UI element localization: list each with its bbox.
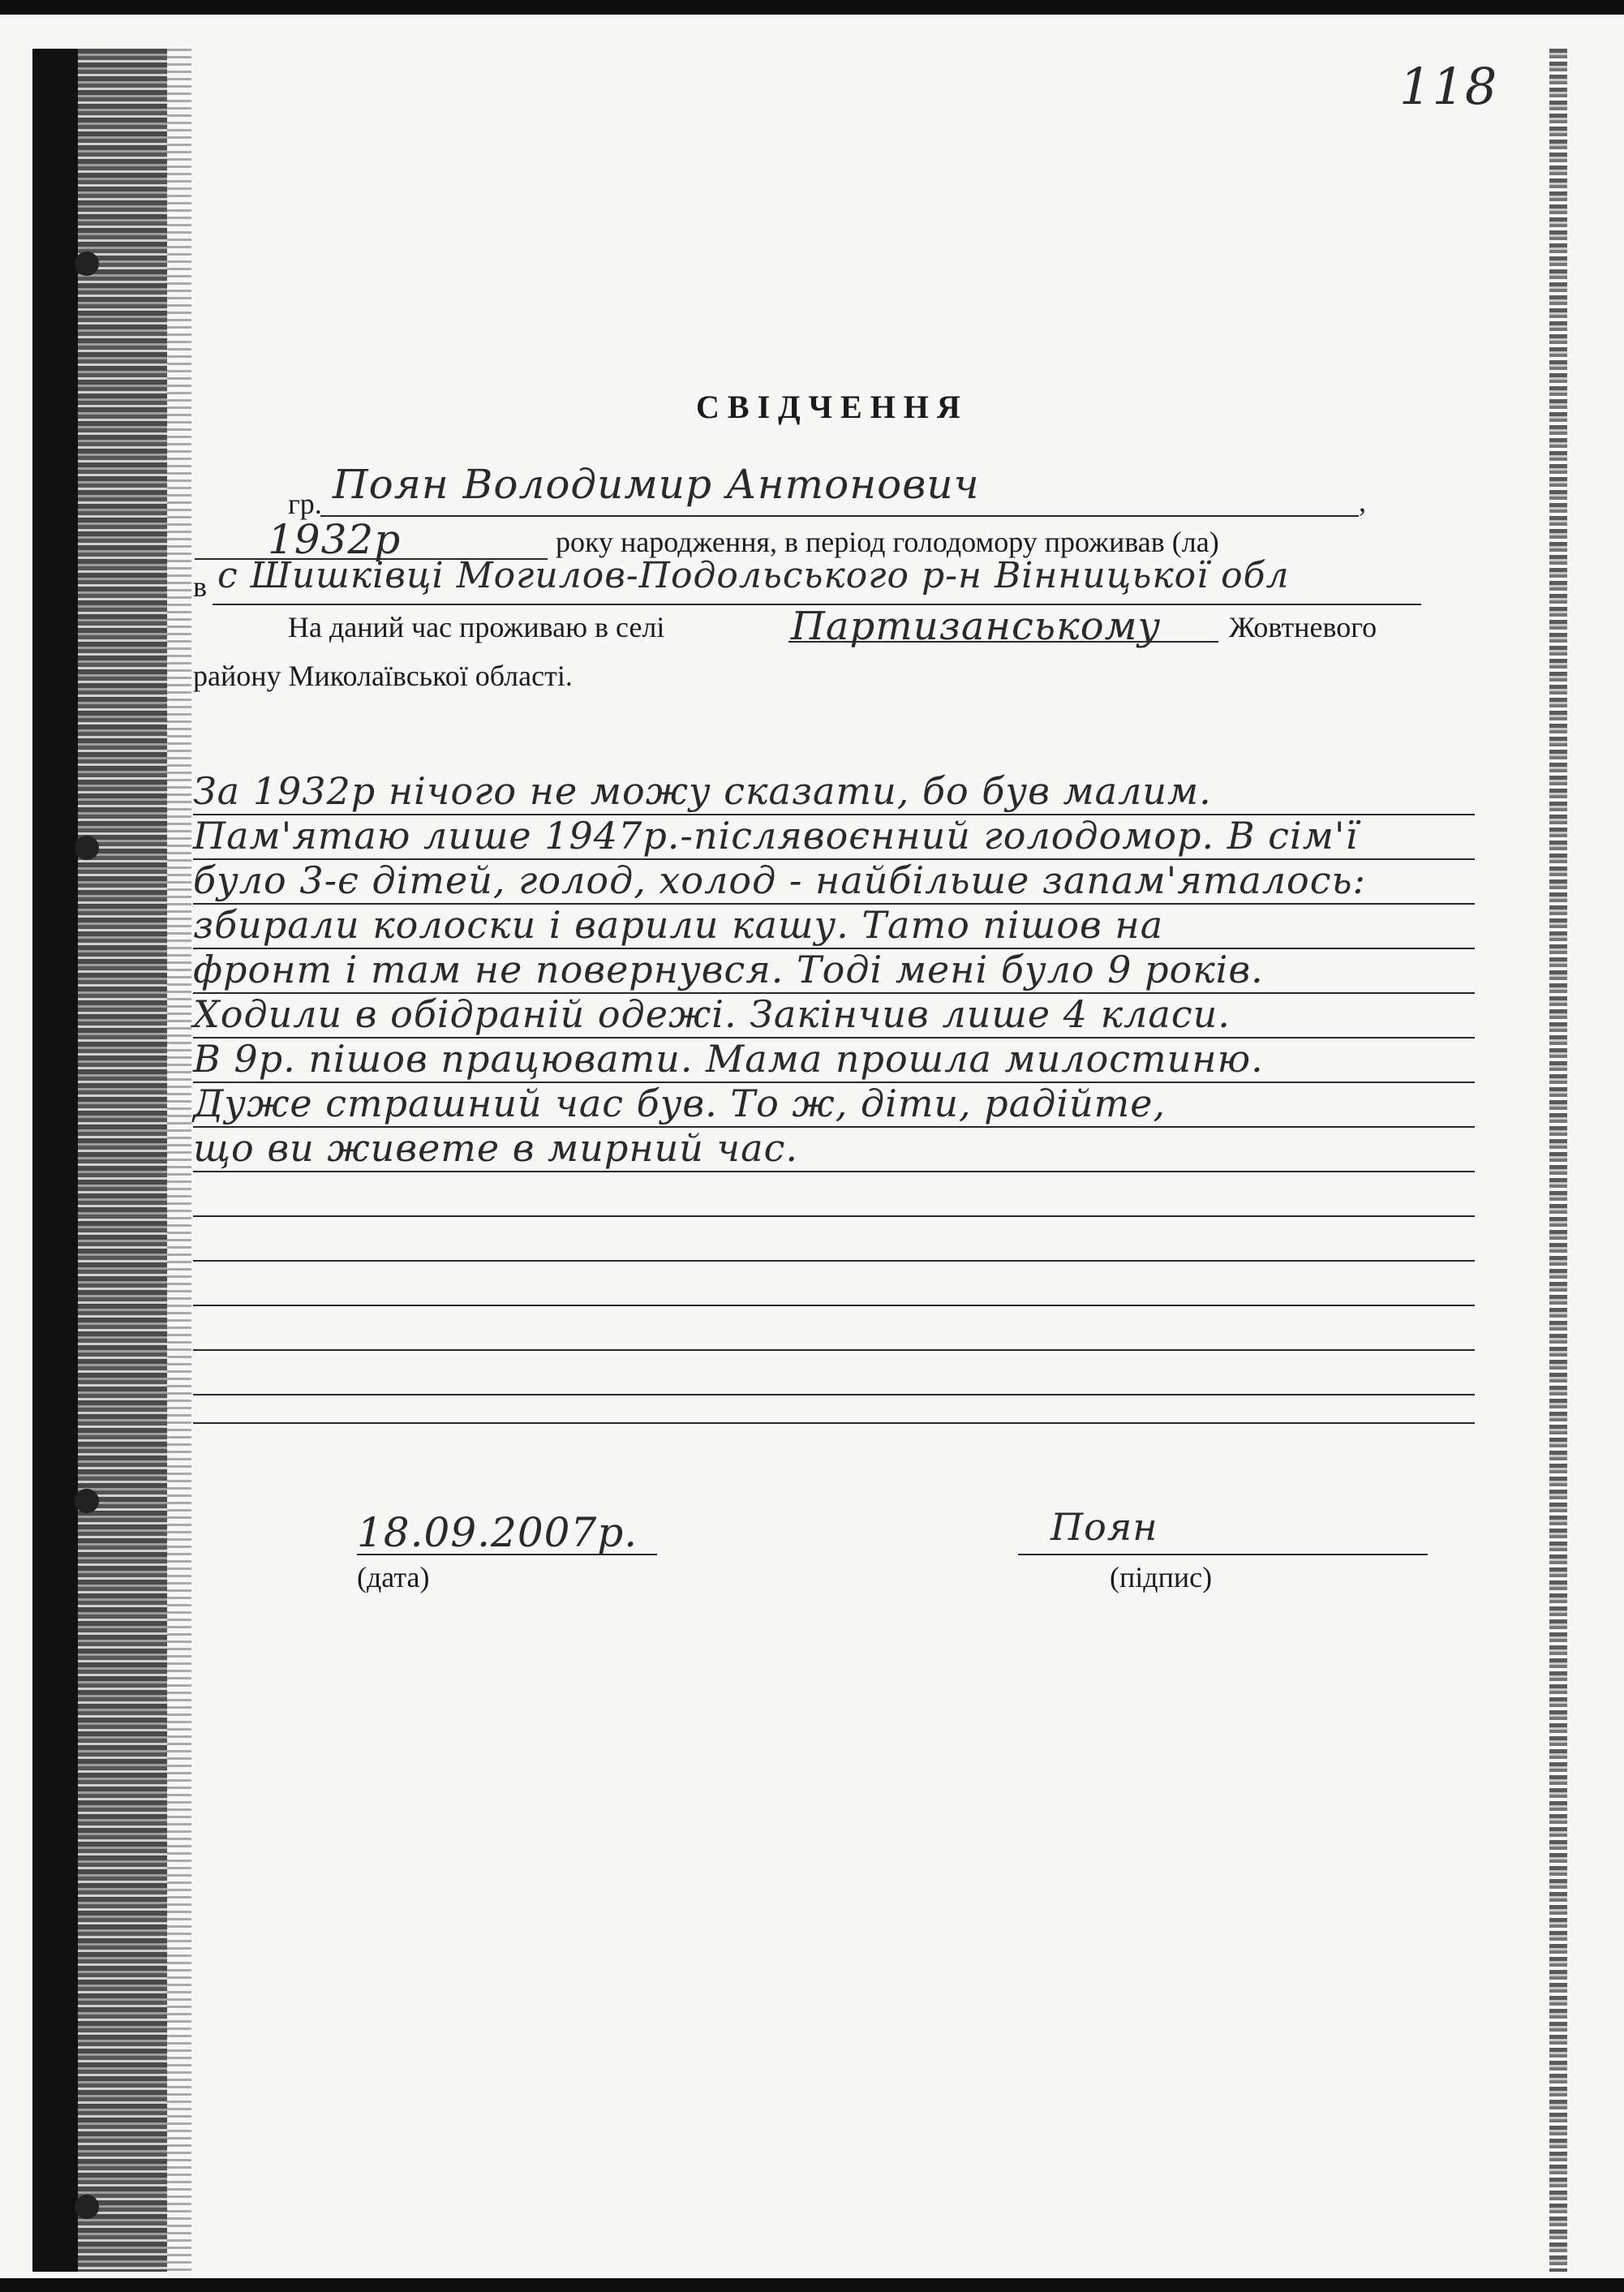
ruled-line	[193, 1394, 1475, 1395]
scan-noise-left	[78, 49, 167, 2272]
scan-border-bottom	[0, 2278, 1624, 2292]
scan-noise-left-inner	[167, 49, 191, 2272]
place-prefix: в	[193, 570, 207, 603]
date-underline	[357, 1554, 657, 1555]
ruled-line	[193, 1305, 1475, 1306]
name-prefix: гр.	[288, 488, 322, 520]
scan-border-top	[0, 0, 1624, 15]
document-title: СВІДЧЕННЯ	[696, 389, 969, 425]
signature: Поян	[1050, 1505, 1158, 1549]
current-village-handwritten: Партизанському	[791, 604, 1162, 649]
testimony-line: фронт і там не повернувся. Тоді мені було 9 років.	[193, 948, 1264, 991]
scan-edge-left	[32, 49, 78, 2272]
name-underline	[320, 515, 1359, 517]
ruled-line	[193, 1171, 1475, 1172]
birth-year-handwritten: 1932р	[268, 516, 402, 563]
name-handwritten: Поян Володимир Антонович	[333, 461, 980, 508]
birth-year-label: року народження, в період голодомору проживав (ла)	[556, 526, 1219, 558]
testimony-line: Ходили в обідраній одежі. Закінчив лише 4 класи.	[193, 992, 1231, 1036]
ruled-line	[193, 1215, 1475, 1217]
region-label: району Миколаївської області.	[193, 660, 573, 692]
page-number: 118	[1399, 57, 1498, 116]
testimony-line: було 3-є дітей, голод, холод - найбільше запам'яталось:	[193, 858, 1367, 902]
ruled-line	[193, 1349, 1475, 1351]
testimony-line: Пам'ятаю лише 1947р.-післявоєнний голодомор. В сім'ї	[193, 814, 1359, 858]
current-village-underline	[788, 641, 1218, 643]
date-handwritten: 18.09.2007р.	[357, 1509, 638, 1556]
testimony-line: що ви живете в мирний час.	[193, 1126, 798, 1170]
ruled-line	[193, 1422, 1475, 1424]
current-residence-label: На даний час проживаю в селі	[288, 611, 665, 643]
famine-place-handwritten: с Шишківці Могилов-Подольського р-н Вінницької обл	[217, 555, 1290, 596]
punch-hole	[75, 836, 99, 860]
testimony-line: За 1932р нічого не можу сказати, бо був малим.	[193, 769, 1212, 813]
district-label: Жовтневого	[1229, 611, 1377, 643]
signature-underline	[1018, 1554, 1428, 1555]
signature-caption: (підпис)	[1110, 1561, 1213, 1593]
testimony-line: В 9р. пішов працювати. Мама прошла милостиню.	[193, 1037, 1264, 1081]
punch-hole	[75, 2195, 99, 2219]
ruled-line	[193, 1260, 1475, 1262]
scan-noise-right	[1549, 49, 1567, 2272]
date-caption: (дата)	[357, 1561, 430, 1593]
punch-hole	[75, 252, 99, 276]
punch-hole	[75, 1489, 99, 1513]
testimony-line: збирали колоски і варили кашу. Тато пішов на	[193, 903, 1164, 947]
name-suffix: ,	[1359, 485, 1366, 518]
testimony-line: Дуже страшний час був. То ж, діти, радійте,	[193, 1081, 1166, 1125]
